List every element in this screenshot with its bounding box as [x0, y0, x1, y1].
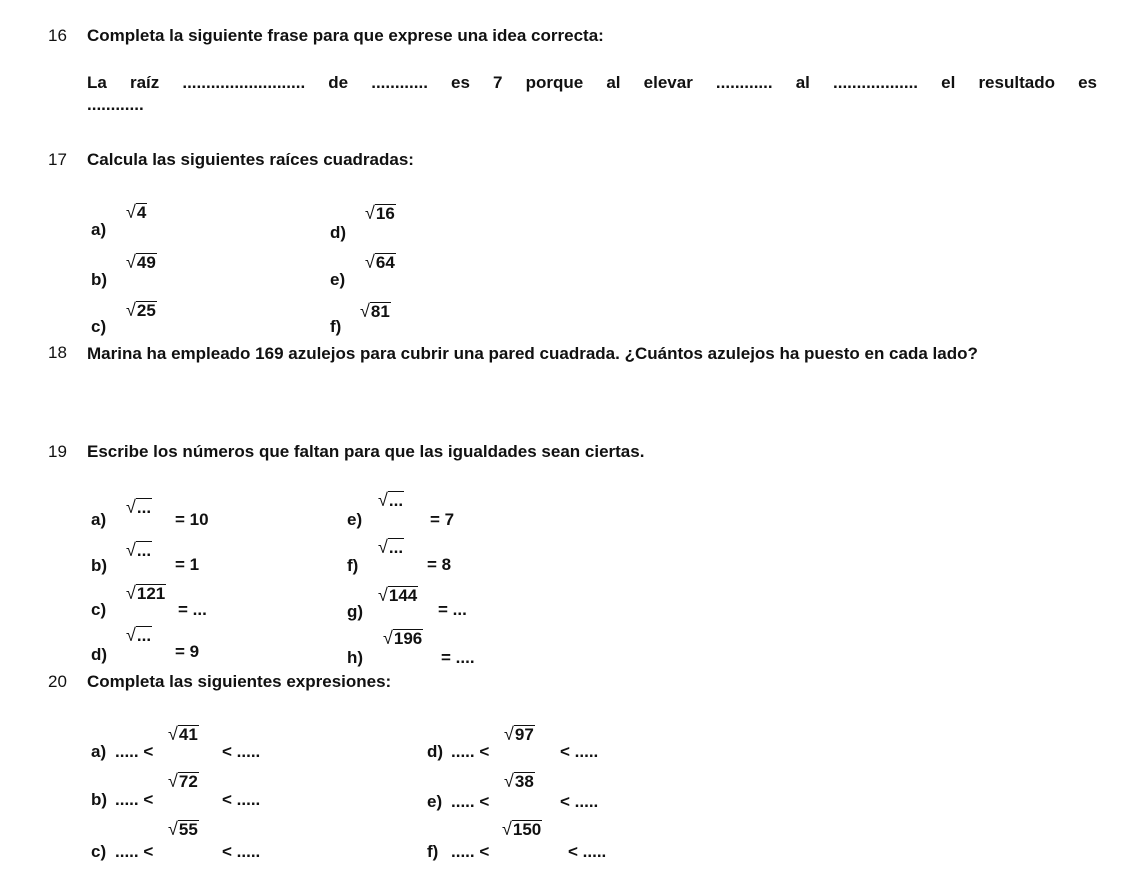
exercise-20-right-e: < ..... — [560, 792, 599, 811]
sqrt-symbol-icon: √ — [504, 724, 514, 744]
exercise-19-rest-d: = 9 — [175, 642, 200, 661]
exercise-20-right-b: < ..... — [222, 790, 261, 809]
exercise-19-rest-f: = 8 — [427, 555, 452, 574]
sqrt-4: √4 — [126, 202, 147, 222]
sqrt-symbol-icon: √ — [365, 203, 375, 223]
sqrt-symbol-icon: √ — [383, 628, 393, 648]
sqrt-81: √81 — [360, 301, 390, 321]
exercise-number-18: 18 — [48, 343, 67, 362]
sqrt-symbol-icon: √ — [168, 771, 178, 791]
exercise-17-title: Calcula las siguientes raíces cuadradas: — [87, 150, 414, 169]
exercise-19-rest-e: = 7 — [430, 510, 455, 529]
exercise-19-rest-b: = 1 — [175, 555, 200, 574]
exercise-19-title: Escribe los números que faltan para que las igualdades sean ciertas. — [87, 442, 645, 461]
sqrt-64: √64 — [365, 252, 395, 272]
sqrt-144: √144 — [378, 585, 418, 605]
exercise-17-label-c: c) — [91, 317, 107, 336]
exercise-20-left-d: ..... < — [451, 742, 490, 761]
sqrt-blank-b: √... — [126, 540, 152, 560]
sqrt-150: √150 — [502, 819, 542, 839]
exercise-20-left-f: ..... < — [451, 842, 490, 861]
exercise-19-label-h: h) — [347, 648, 364, 667]
sqrt-55: √55 — [168, 819, 198, 839]
exercise-19-label-f: f) — [347, 556, 359, 575]
sqrt-blank-f: √... — [378, 537, 404, 557]
exercise-number-17: 17 — [48, 150, 67, 169]
exercise-19-label-a: a) — [91, 510, 107, 529]
exercise-number-16: 16 — [48, 26, 67, 45]
exercise-19-rest-c: = ... — [178, 600, 207, 619]
sqrt-16: √16 — [365, 203, 395, 223]
sqrt-symbol-icon: √ — [126, 497, 136, 517]
exercise-20-label-e: e) — [427, 792, 443, 811]
sqrt-blank-a: √... — [126, 497, 152, 517]
exercise-18-text: Marina ha empleado 169 azulejos para cubrir una pared cuadrada. ¿Cuántos azulejos ha puesto en cada lado? — [87, 344, 978, 363]
sqrt-49: √49 — [126, 252, 156, 272]
sqrt-72: √72 — [168, 771, 198, 791]
sqrt-97: √97 — [504, 724, 534, 744]
sqrt-symbol-icon: √ — [126, 252, 136, 272]
exercise-19-label-b: b) — [91, 556, 108, 575]
sqrt-symbol-icon: √ — [360, 301, 370, 321]
exercise-17-label-a: a) — [91, 220, 107, 239]
sqrt-symbol-icon: √ — [378, 585, 388, 605]
exercise-19-rest-g: = ... — [438, 600, 467, 619]
exercise-20-label-f: f) — [427, 842, 439, 861]
sqrt-121: √121 — [126, 583, 166, 603]
sqrt-symbol-icon: √ — [126, 300, 136, 320]
exercise-20-right-a: < ..... — [222, 742, 261, 761]
exercise-19-label-c: c) — [91, 600, 107, 619]
exercise-number-19: 19 — [48, 442, 67, 461]
exercise-20-left-c: ..... < — [115, 842, 154, 861]
exercise-20-title: Completa las siguientes expresiones: — [87, 672, 392, 691]
sqrt-symbol-icon: √ — [126, 583, 136, 603]
sqrt-symbol-icon: √ — [126, 625, 136, 645]
exercise-17-label-d: d) — [330, 223, 347, 242]
exercise-17-label-f: f) — [330, 317, 342, 336]
exercise-20-right-f: < ..... — [568, 842, 607, 861]
sqrt-41: √41 — [168, 724, 198, 744]
exercise-16-sentence-line1: La raíz .......................... de ............ es 7 porque al elevar ............ al .................. el resultado es — [87, 73, 1097, 92]
exercise-number-20: 20 — [48, 672, 67, 691]
exercise-17-label-b: b) — [91, 270, 108, 289]
sqrt-symbol-icon: √ — [504, 771, 514, 791]
exercise-16-title: Completa la siguiente frase para que exprese una idea correcta: — [87, 26, 604, 45]
exercise-19-label-e: e) — [347, 510, 363, 529]
exercise-20-right-c: < ..... — [222, 842, 261, 861]
sqrt-blank-e: √... — [378, 490, 404, 510]
exercise-19-rest-h: = .... — [441, 648, 475, 667]
exercise-20-left-a: ..... < — [115, 742, 154, 761]
sqrt-symbol-icon: √ — [502, 819, 512, 839]
sqrt-symbol-icon: √ — [126, 202, 136, 222]
exercise-20-left-b: ..... < — [115, 790, 154, 809]
exercise-19-rest-a: = 10 — [175, 510, 209, 529]
exercise-20-left-e: ..... < — [451, 792, 490, 811]
sqrt-symbol-icon: √ — [365, 252, 375, 272]
sqrt-blank-d: √... — [126, 625, 152, 645]
sqrt-196: √196 — [383, 628, 423, 648]
exercise-20-right-d: < ..... — [560, 742, 599, 761]
exercise-20-label-a: a) — [91, 742, 107, 761]
exercise-20-label-d: d) — [427, 742, 444, 761]
sqrt-symbol-icon: √ — [126, 540, 136, 560]
sqrt-25: √25 — [126, 300, 156, 320]
sqrt-symbol-icon: √ — [378, 490, 388, 510]
exercise-20-label-c: c) — [91, 842, 107, 861]
sqrt-symbol-icon: √ — [168, 819, 178, 839]
sqrt-38: √38 — [504, 771, 534, 791]
exercise-17-label-e: e) — [330, 270, 346, 289]
sqrt-symbol-icon: √ — [168, 724, 178, 744]
exercise-19-label-g: g) — [347, 602, 364, 621]
exercise-19-label-d: d) — [91, 645, 108, 664]
exercise-16-sentence-line2: ............ — [87, 95, 144, 114]
sqrt-symbol-icon: √ — [378, 537, 388, 557]
exercise-20-label-b: b) — [91, 790, 108, 809]
